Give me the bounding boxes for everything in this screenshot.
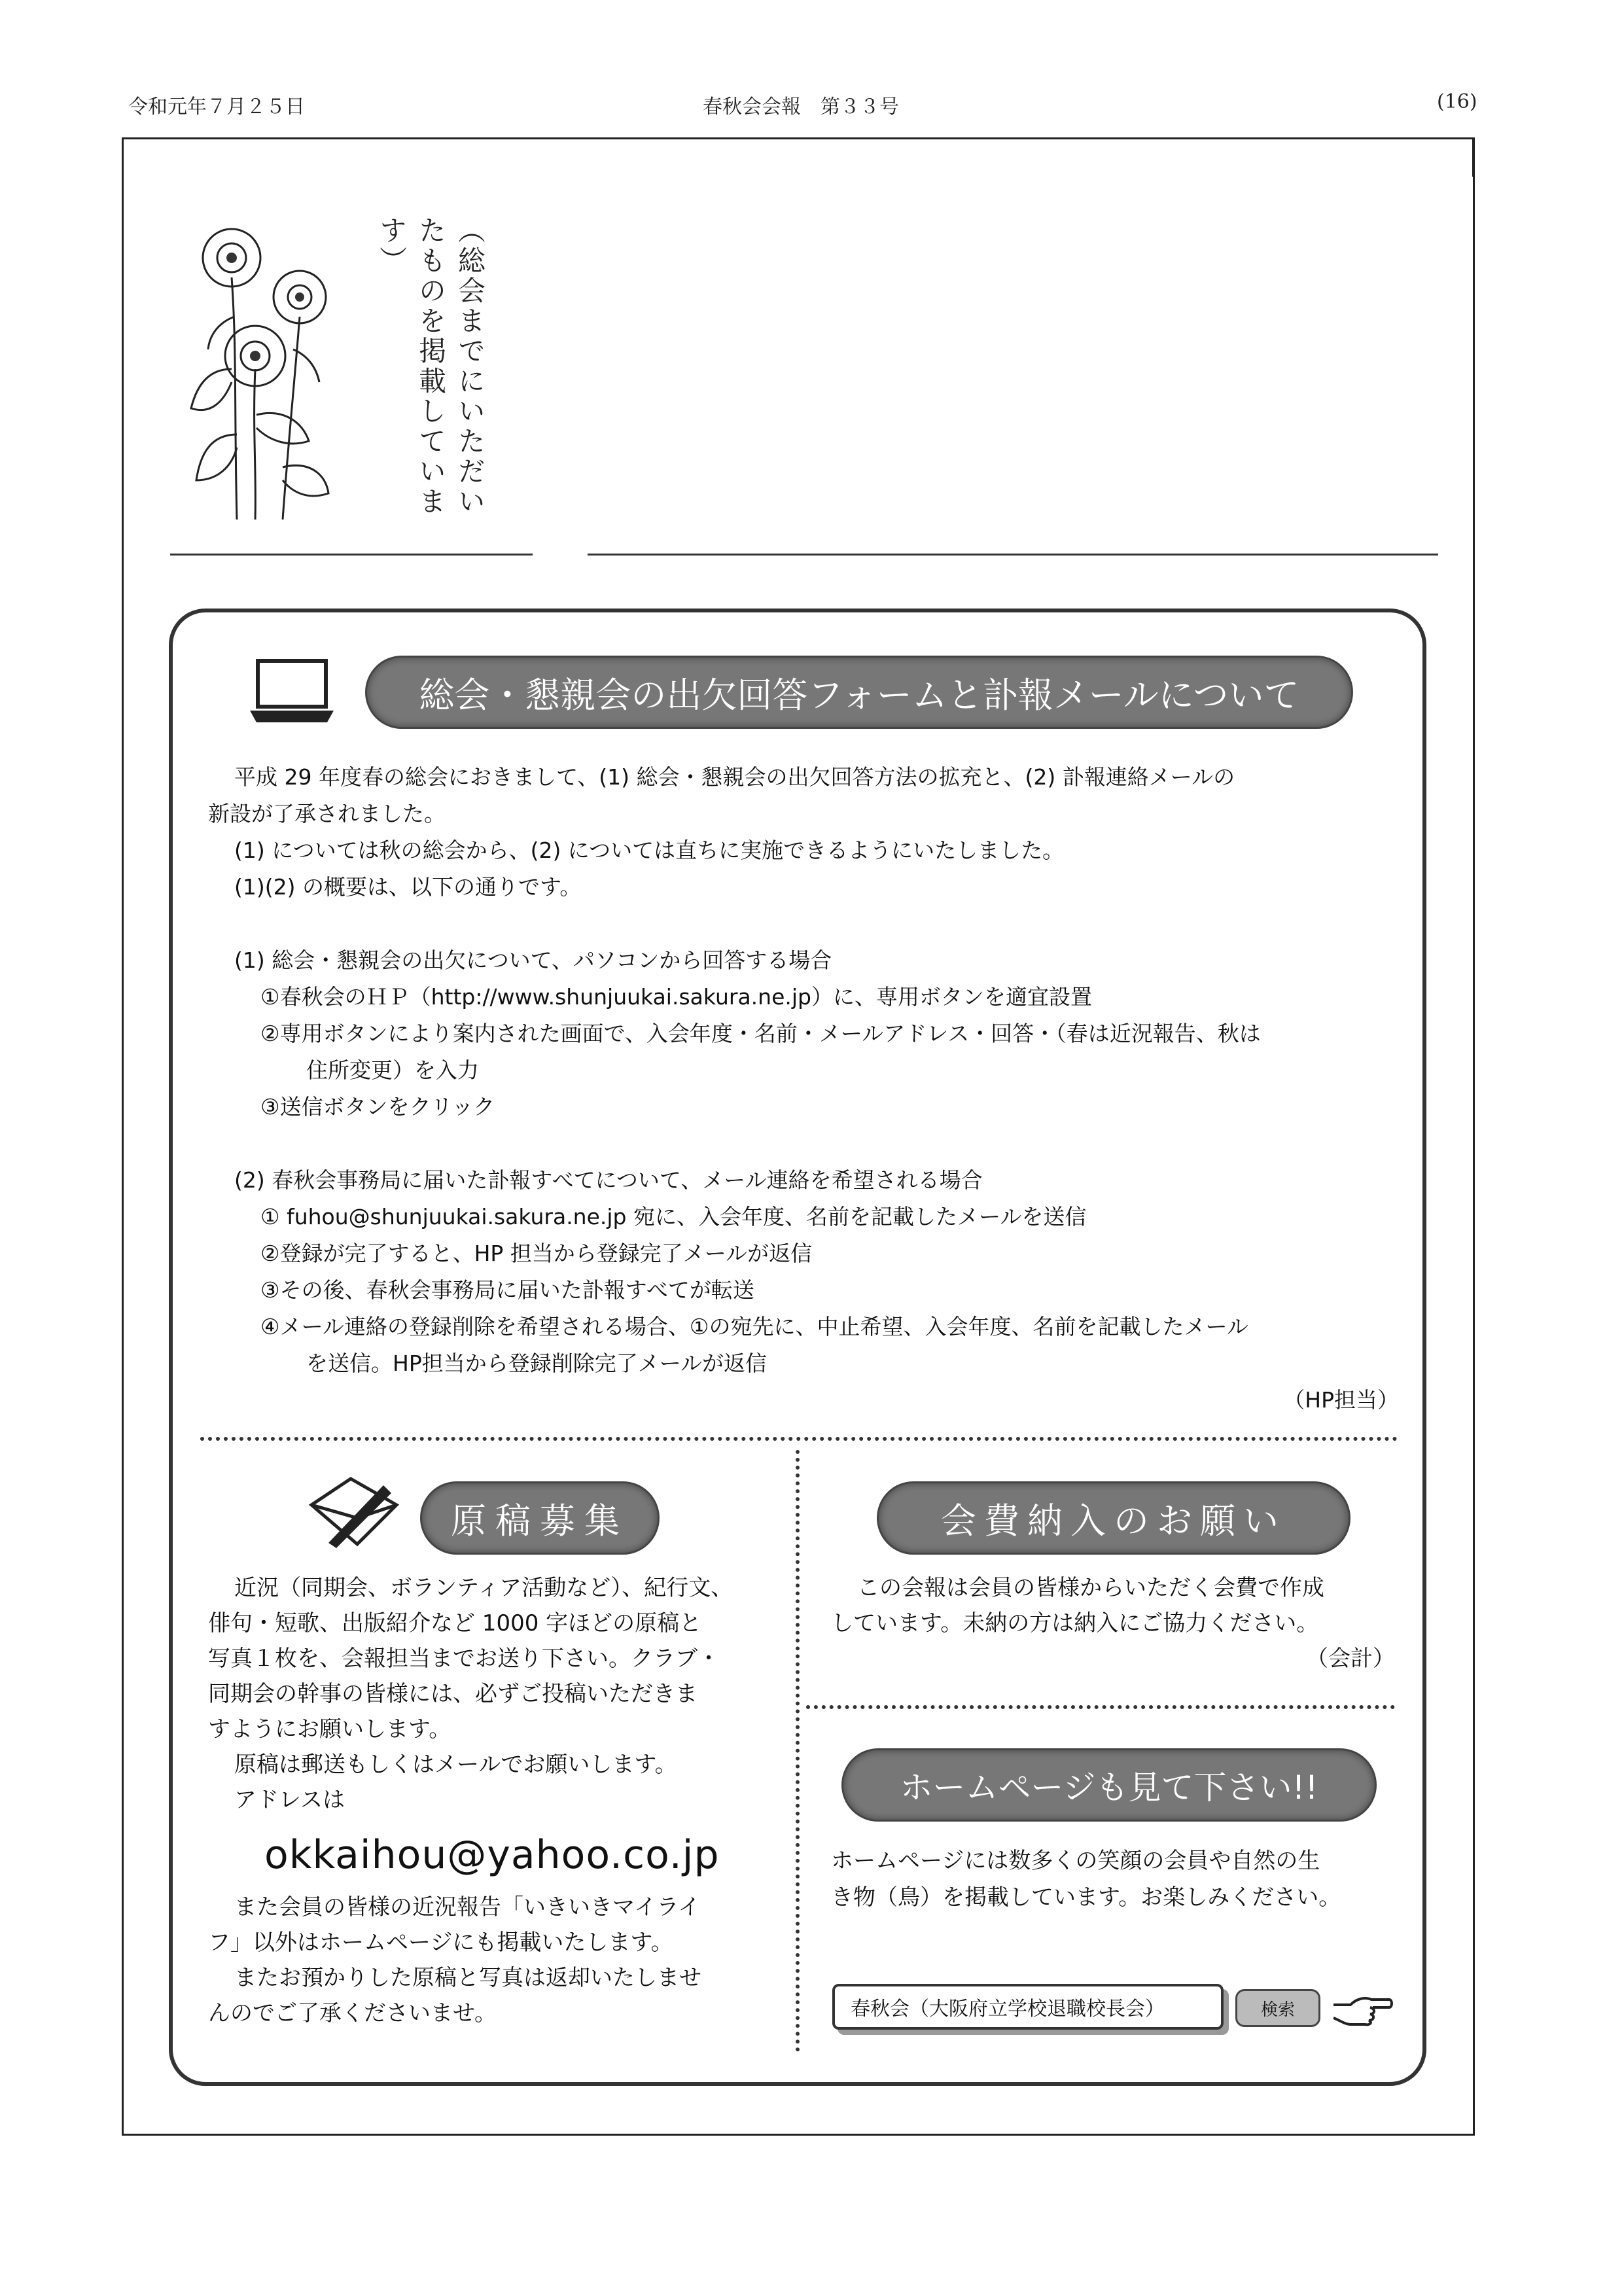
- manuscript-line: すようにお願いします。: [208, 1716, 451, 1742]
- notice-intro-line: 平成 29 年度春の総会におきまして、(1) 総会・懇親会の出欠回答方法の拡充と、(2) 訃報連絡メールの: [234, 764, 1235, 790]
- notice-body: [208, 759, 1399, 1419]
- section2-title: (2) 春秋会事務局に届いた訃報すべてについて、メール連絡を希望される場合: [234, 1167, 983, 1193]
- fee-signature: （会計）: [1306, 1646, 1395, 1672]
- homepage-title: ホームページも見て下さい!!: [841, 1748, 1377, 1822]
- manuscript-line: 写真１枚を、会報担当までお送り下さい。クラブ・: [208, 1646, 720, 1672]
- manuscript-line: 原稿は郵送もしくはメールでお願いします。: [234, 1752, 677, 1778]
- homepage-line: き物（鳥）を掲載しています。お楽しみください。: [831, 1884, 1341, 1911]
- manuscript-after-line: んのでご了承くださいませ。: [208, 2000, 497, 2026]
- manuscript-line: 俳句・短歌、出版紹介など 1000 字ほどの原稿と: [208, 1610, 702, 1636]
- divider-right: [588, 554, 1438, 556]
- fee-line: しています。未納の方は納入にご協力ください。: [831, 1610, 1319, 1636]
- vertical-note: （総会までにいただいたものを掲載しています）: [376, 216, 486, 517]
- section1-item: 住所変更）を入力: [306, 1057, 479, 1083]
- manuscript-after-line: またお預かりした原稿と写真は返却いたしませ: [234, 1965, 701, 1991]
- dotted-divider-right: [806, 1705, 1395, 1709]
- section1-item: ②専用ボタンにより案内された画面で、入会年度・名前・メールアドレス・回答・（春は近況報告、秋は: [260, 1021, 1261, 1046]
- publication-title: 春秋会会報 第３３号: [703, 96, 899, 118]
- pointing-hand-icon: [1331, 1992, 1394, 2027]
- section1-item: ①春秋会のＨＰ（http://www.shunjuukai.sakura.ne.jp）に、専用ボタンを適宜設置: [260, 984, 1092, 1010]
- page-number: (16): [1437, 90, 1477, 113]
- homepage-line: ホームページには数多くの笑顔の会員や自然の生: [831, 1848, 1320, 1874]
- notice-intro-line: (1) については秋の総会から、(2) については直ちに実施できるようにいたしました。: [234, 838, 1065, 863]
- envelope-pen-icon: [305, 1466, 403, 1551]
- laptop-icon: [247, 658, 336, 726]
- manuscript-email[interactable]: okkaihou@yahoo.co.jp: [264, 1832, 720, 1878]
- section2-item: ④メール連絡の登録削除を希望される場合、①の宛先に、中止希望、入会年度、名前を記載したメール: [260, 1314, 1248, 1339]
- search-button[interactable]: 検索: [1235, 1989, 1320, 2027]
- fee-title: 会費納入のお願い: [877, 1481, 1350, 1555]
- manuscript-line: 近況（同期会、ボランティア活動など）、紀行文、: [234, 1575, 733, 1601]
- section2-item: を送信。HP担当から登録削除完了メールが返信: [306, 1350, 768, 1376]
- notice-intro-line: (1)(2) の概要は、以下の通りです。: [234, 874, 582, 900]
- manuscript-after-line: フ」以外はホームページにも掲載いたします。: [208, 1930, 673, 1956]
- notice-intro-line: 新設が了承されました。: [208, 801, 446, 826]
- fee-line: この会報は会員の皆様からいただく会費で作成: [857, 1575, 1324, 1601]
- notice-signature: （HP担当）: [1283, 1387, 1399, 1413]
- sunflower-icon: [171, 219, 361, 526]
- issue-date: 令和元年７月２５日: [128, 96, 305, 118]
- dotted-divider-vertical: [796, 1450, 800, 2052]
- manuscript-title: 原稿募集: [420, 1481, 660, 1555]
- section2-item: ②登録が完了すると、HP 担当から登録完了メールが返信: [260, 1241, 813, 1266]
- manuscript-line: アドレスは: [234, 1787, 345, 1813]
- frame-corner-mark: [1472, 137, 1475, 177]
- manuscript-after-line: また会員の皆様の近況報告「いきいきマイライ: [234, 1894, 701, 1920]
- notice-title: 総会・懇親会の出欠回答フォームと訃報メールについて: [365, 656, 1353, 729]
- manuscript-body: [208, 1570, 784, 1818]
- section2-item: ① fuhou@shunjuukai.sakura.ne.jp 宛に、入会年度、名前を記載したメールを送信: [260, 1204, 1087, 1229]
- fee-body: [831, 1570, 1395, 1676]
- dotted-divider-horizontal: [200, 1437, 1398, 1441]
- section2-item: ③その後、春秋会事務局に届いた訃報すべてが転送: [260, 1277, 754, 1303]
- search-input[interactable]: 春秋会（大阪府立学校退職校長会）: [832, 1984, 1224, 2030]
- manuscript-line: 同期会の幹事の皆様には、必ずご投稿いただきま: [208, 1681, 697, 1707]
- homepage-body: [831, 1843, 1407, 1916]
- section1-item: ③送信ボタンをクリック: [260, 1094, 495, 1120]
- manuscript-body-after: [208, 1890, 784, 2031]
- section1-title: (1) 総会・懇親会の出欠について、パソコンから回答する場合: [234, 947, 832, 973]
- divider-left: [170, 554, 533, 556]
